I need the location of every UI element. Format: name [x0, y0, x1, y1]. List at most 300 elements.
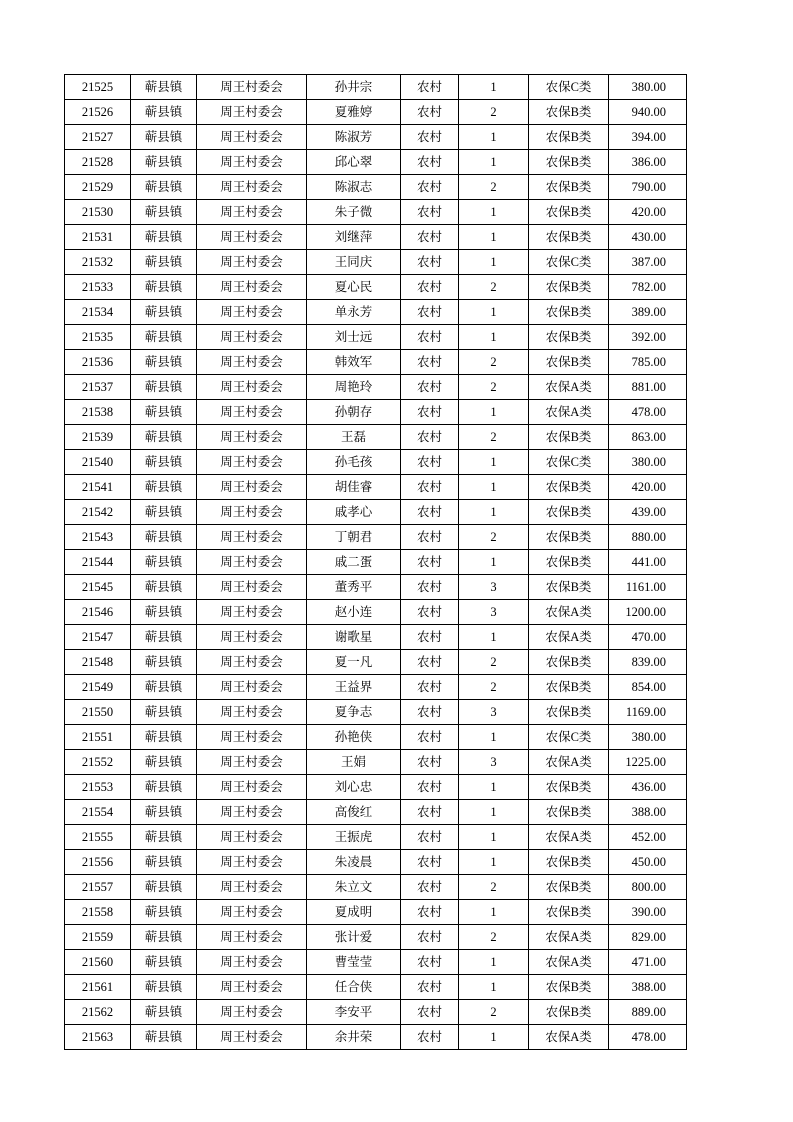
- cell-village-committee: 周王村委会: [197, 600, 307, 625]
- cell-insurance-category: 农保B类: [529, 675, 609, 700]
- table-row: [65, 425, 687, 450]
- cell-village-committee: 周王村委会: [197, 150, 307, 175]
- cell-serial-number: 21563: [65, 1025, 131, 1050]
- cell-person-name: 朱立文: [307, 875, 401, 900]
- cell-insurance-category: 农保B类: [529, 650, 609, 675]
- cell-insurance-category: 农保B类: [529, 500, 609, 525]
- cell-residence-type: 农村: [401, 850, 459, 875]
- cell-village-committee: 周王村委会: [197, 300, 307, 325]
- cell-village-committee: 周王村委会: [197, 525, 307, 550]
- cell-village-committee: 周王村委会: [197, 900, 307, 925]
- cell-person-name: 董秀平: [307, 575, 401, 600]
- cell-amount: 387.00: [609, 250, 687, 275]
- table-row: [65, 1000, 687, 1025]
- cell-household-count: 2: [459, 100, 529, 125]
- cell-village-committee: 周王村委会: [197, 850, 307, 875]
- cell-town: 蕲县镇: [131, 425, 197, 450]
- cell-village-committee: 周王村委会: [197, 100, 307, 125]
- cell-amount: 420.00: [609, 475, 687, 500]
- cell-village-committee: 周王村委会: [197, 775, 307, 800]
- cell-person-name: 孙艳侠: [307, 725, 401, 750]
- cell-village-committee: 周王村委会: [197, 975, 307, 1000]
- cell-amount: 388.00: [609, 800, 687, 825]
- cell-village-committee: 周王村委会: [197, 350, 307, 375]
- cell-household-count: 1: [459, 975, 529, 1000]
- cell-village-committee: 周王村委会: [197, 225, 307, 250]
- table-row: [65, 800, 687, 825]
- cell-town: 蕲县镇: [131, 925, 197, 950]
- cell-household-count: 1: [459, 850, 529, 875]
- table-row: [65, 500, 687, 525]
- cell-town: 蕲县镇: [131, 350, 197, 375]
- cell-insurance-category: 农保A类: [529, 600, 609, 625]
- cell-serial-number: 21526: [65, 100, 131, 125]
- cell-insurance-category: 农保B类: [529, 150, 609, 175]
- cell-serial-number: 21559: [65, 925, 131, 950]
- cell-household-count: 1: [459, 200, 529, 225]
- cell-insurance-category: 农保A类: [529, 1025, 609, 1050]
- cell-village-committee: 周王村委会: [197, 675, 307, 700]
- cell-amount: 880.00: [609, 525, 687, 550]
- cell-serial-number: 21547: [65, 625, 131, 650]
- cell-town: 蕲县镇: [131, 800, 197, 825]
- cell-village-committee: 周王村委会: [197, 375, 307, 400]
- table-row: [65, 175, 687, 200]
- cell-insurance-category: 农保B类: [529, 125, 609, 150]
- cell-insurance-category: 农保B类: [529, 975, 609, 1000]
- cell-amount: 839.00: [609, 650, 687, 675]
- cell-village-committee: 周王村委会: [197, 575, 307, 600]
- table-row: [65, 450, 687, 475]
- cell-residence-type: 农村: [401, 925, 459, 950]
- cell-amount: 1169.00: [609, 700, 687, 725]
- cell-residence-type: 农村: [401, 900, 459, 925]
- cell-insurance-category: 农保B类: [529, 275, 609, 300]
- table-row: [65, 475, 687, 500]
- cell-village-committee: 周王村委会: [197, 725, 307, 750]
- cell-town: 蕲县镇: [131, 700, 197, 725]
- cell-person-name: 陈淑芳: [307, 125, 401, 150]
- cell-household-count: 1: [459, 725, 529, 750]
- cell-village-committee: 周王村委会: [197, 800, 307, 825]
- cell-residence-type: 农村: [401, 625, 459, 650]
- cell-insurance-category: 农保B类: [529, 475, 609, 500]
- cell-town: 蕲县镇: [131, 1000, 197, 1025]
- cell-household-count: 2: [459, 275, 529, 300]
- cell-insurance-category: 农保A类: [529, 375, 609, 400]
- cell-household-count: 2: [459, 175, 529, 200]
- cell-insurance-category: 农保B类: [529, 1000, 609, 1025]
- cell-amount: 394.00: [609, 125, 687, 150]
- cell-serial-number: 21561: [65, 975, 131, 1000]
- cell-amount: 881.00: [609, 375, 687, 400]
- cell-person-name: 戚孝心: [307, 500, 401, 525]
- table-row: [65, 75, 687, 100]
- cell-serial-number: 21542: [65, 500, 131, 525]
- cell-amount: 785.00: [609, 350, 687, 375]
- table-row: [65, 225, 687, 250]
- cell-serial-number: 21533: [65, 275, 131, 300]
- cell-person-name: 任合侠: [307, 975, 401, 1000]
- cell-household-count: 2: [459, 375, 529, 400]
- cell-amount: 863.00: [609, 425, 687, 450]
- benefits-roster-table: [64, 74, 687, 1050]
- cell-household-count: 2: [459, 875, 529, 900]
- cell-person-name: 单永芳: [307, 300, 401, 325]
- cell-household-count: 1: [459, 400, 529, 425]
- cell-residence-type: 农村: [401, 225, 459, 250]
- cell-village-committee: 周王村委会: [197, 125, 307, 150]
- cell-town: 蕲县镇: [131, 75, 197, 100]
- cell-village-committee: 周王村委会: [197, 400, 307, 425]
- cell-person-name: 丁朝君: [307, 525, 401, 550]
- table-row: [65, 625, 687, 650]
- cell-amount: 829.00: [609, 925, 687, 950]
- cell-town: 蕲县镇: [131, 775, 197, 800]
- cell-serial-number: 21556: [65, 850, 131, 875]
- table-row: [65, 125, 687, 150]
- cell-person-name: 张计爱: [307, 925, 401, 950]
- cell-village-committee: 周王村委会: [197, 425, 307, 450]
- cell-person-name: 赵小连: [307, 600, 401, 625]
- cell-person-name: 周艳玲: [307, 375, 401, 400]
- table-row: [65, 150, 687, 175]
- cell-village-committee: 周王村委会: [197, 250, 307, 275]
- cell-household-count: 1: [459, 500, 529, 525]
- cell-amount: 390.00: [609, 900, 687, 925]
- table-row: [65, 825, 687, 850]
- cell-residence-type: 农村: [401, 300, 459, 325]
- cell-insurance-category: 农保B类: [529, 550, 609, 575]
- cell-serial-number: 21546: [65, 600, 131, 625]
- cell-insurance-category: 农保B类: [529, 775, 609, 800]
- cell-serial-number: 21548: [65, 650, 131, 675]
- cell-village-committee: 周王村委会: [197, 950, 307, 975]
- cell-serial-number: 21534: [65, 300, 131, 325]
- cell-person-name: 戚二蛋: [307, 550, 401, 575]
- cell-town: 蕲县镇: [131, 400, 197, 425]
- cell-serial-number: 21531: [65, 225, 131, 250]
- cell-village-committee: 周王村委会: [197, 700, 307, 725]
- cell-amount: 450.00: [609, 850, 687, 875]
- cell-residence-type: 农村: [401, 525, 459, 550]
- cell-residence-type: 农村: [401, 150, 459, 175]
- cell-town: 蕲县镇: [131, 300, 197, 325]
- cell-residence-type: 农村: [401, 450, 459, 475]
- cell-household-count: 2: [459, 425, 529, 450]
- cell-household-count: 2: [459, 925, 529, 950]
- cell-town: 蕲县镇: [131, 450, 197, 475]
- cell-household-count: 1: [459, 825, 529, 850]
- cell-household-count: 1: [459, 450, 529, 475]
- cell-town: 蕲县镇: [131, 475, 197, 500]
- cell-town: 蕲县镇: [131, 175, 197, 200]
- cell-serial-number: 21529: [65, 175, 131, 200]
- cell-person-name: 胡佳睿: [307, 475, 401, 500]
- cell-town: 蕲县镇: [131, 575, 197, 600]
- cell-household-count: 1: [459, 800, 529, 825]
- cell-insurance-category: 农保B类: [529, 525, 609, 550]
- cell-insurance-category: 农保B类: [529, 850, 609, 875]
- table-row: [65, 1025, 687, 1050]
- cell-village-committee: 周王村委会: [197, 275, 307, 300]
- cell-village-committee: 周王村委会: [197, 175, 307, 200]
- table-row: [65, 325, 687, 350]
- cell-person-name: 孙井宗: [307, 75, 401, 100]
- cell-residence-type: 农村: [401, 550, 459, 575]
- table-row: [65, 375, 687, 400]
- cell-insurance-category: 农保B类: [529, 575, 609, 600]
- cell-person-name: 朱子微: [307, 200, 401, 225]
- cell-town: 蕲县镇: [131, 675, 197, 700]
- cell-serial-number: 21525: [65, 75, 131, 100]
- cell-amount: 439.00: [609, 500, 687, 525]
- cell-town: 蕲县镇: [131, 225, 197, 250]
- cell-village-committee: 周王村委会: [197, 475, 307, 500]
- cell-person-name: 韩效军: [307, 350, 401, 375]
- table-row: [65, 550, 687, 575]
- table-row: [65, 250, 687, 275]
- cell-insurance-category: 农保B类: [529, 425, 609, 450]
- cell-residence-type: 农村: [401, 250, 459, 275]
- cell-serial-number: 21537: [65, 375, 131, 400]
- cell-town: 蕲县镇: [131, 500, 197, 525]
- table-row: [65, 725, 687, 750]
- cell-insurance-category: 农保B类: [529, 325, 609, 350]
- cell-household-count: 1: [459, 75, 529, 100]
- cell-amount: 782.00: [609, 275, 687, 300]
- table-row: [65, 975, 687, 1000]
- cell-household-count: 1: [459, 900, 529, 925]
- cell-person-name: 刘心忠: [307, 775, 401, 800]
- cell-amount: 380.00: [609, 450, 687, 475]
- cell-town: 蕲县镇: [131, 825, 197, 850]
- cell-residence-type: 农村: [401, 875, 459, 900]
- cell-residence-type: 农村: [401, 650, 459, 675]
- cell-amount: 1161.00: [609, 575, 687, 600]
- cell-amount: 800.00: [609, 875, 687, 900]
- cell-insurance-category: 农保A类: [529, 825, 609, 850]
- cell-insurance-category: 农保B类: [529, 100, 609, 125]
- cell-household-count: 3: [459, 575, 529, 600]
- cell-town: 蕲县镇: [131, 375, 197, 400]
- cell-household-count: 2: [459, 1000, 529, 1025]
- cell-town: 蕲县镇: [131, 625, 197, 650]
- cell-village-committee: 周王村委会: [197, 500, 307, 525]
- cell-person-name: 朱凌晨: [307, 850, 401, 875]
- cell-household-count: 2: [459, 650, 529, 675]
- cell-household-count: 1: [459, 250, 529, 275]
- cell-amount: 1225.00: [609, 750, 687, 775]
- cell-residence-type: 农村: [401, 1025, 459, 1050]
- cell-serial-number: 21539: [65, 425, 131, 450]
- cell-village-committee: 周王村委会: [197, 875, 307, 900]
- cell-residence-type: 农村: [401, 400, 459, 425]
- cell-person-name: 陈淑志: [307, 175, 401, 200]
- cell-amount: 430.00: [609, 225, 687, 250]
- cell-amount: 470.00: [609, 625, 687, 650]
- cell-residence-type: 农村: [401, 175, 459, 200]
- cell-insurance-category: 农保A类: [529, 950, 609, 975]
- table-row: [65, 900, 687, 925]
- cell-village-committee: 周王村委会: [197, 75, 307, 100]
- cell-residence-type: 农村: [401, 350, 459, 375]
- cell-serial-number: 21560: [65, 950, 131, 975]
- cell-household-count: 1: [459, 950, 529, 975]
- cell-household-count: 1: [459, 225, 529, 250]
- cell-amount: 441.00: [609, 550, 687, 575]
- cell-person-name: 余井荣: [307, 1025, 401, 1050]
- cell-serial-number: 21536: [65, 350, 131, 375]
- cell-household-count: 2: [459, 525, 529, 550]
- cell-amount: 790.00: [609, 175, 687, 200]
- cell-amount: 420.00: [609, 200, 687, 225]
- cell-serial-number: 21535: [65, 325, 131, 350]
- cell-amount: 380.00: [609, 75, 687, 100]
- cell-person-name: 王娟: [307, 750, 401, 775]
- cell-amount: 380.00: [609, 725, 687, 750]
- table-row: [65, 200, 687, 225]
- cell-insurance-category: 农保B类: [529, 900, 609, 925]
- cell-town: 蕲县镇: [131, 850, 197, 875]
- table-row: [65, 600, 687, 625]
- cell-residence-type: 农村: [401, 275, 459, 300]
- cell-town: 蕲县镇: [131, 100, 197, 125]
- cell-town: 蕲县镇: [131, 900, 197, 925]
- cell-person-name: 夏心民: [307, 275, 401, 300]
- cell-household-count: 1: [459, 550, 529, 575]
- cell-serial-number: 21554: [65, 800, 131, 825]
- cell-village-committee: 周王村委会: [197, 200, 307, 225]
- cell-person-name: 夏争志: [307, 700, 401, 725]
- cell-amount: 889.00: [609, 1000, 687, 1025]
- cell-insurance-category: 农保A类: [529, 925, 609, 950]
- cell-person-name: 曹莹莹: [307, 950, 401, 975]
- cell-insurance-category: 农保C类: [529, 250, 609, 275]
- cell-residence-type: 农村: [401, 725, 459, 750]
- table-row: [65, 925, 687, 950]
- cell-household-count: 3: [459, 600, 529, 625]
- cell-town: 蕲县镇: [131, 200, 197, 225]
- cell-person-name: 刘继萍: [307, 225, 401, 250]
- cell-amount: 436.00: [609, 775, 687, 800]
- cell-serial-number: 21552: [65, 750, 131, 775]
- cell-household-count: 1: [459, 150, 529, 175]
- cell-person-name: 刘士远: [307, 325, 401, 350]
- cell-residence-type: 农村: [401, 825, 459, 850]
- cell-residence-type: 农村: [401, 675, 459, 700]
- cell-village-committee: 周王村委会: [197, 750, 307, 775]
- cell-serial-number: 21545: [65, 575, 131, 600]
- cell-household-count: 1: [459, 625, 529, 650]
- cell-serial-number: 21544: [65, 550, 131, 575]
- cell-residence-type: 农村: [401, 975, 459, 1000]
- table-row: [65, 525, 687, 550]
- cell-town: 蕲县镇: [131, 725, 197, 750]
- cell-household-count: 2: [459, 350, 529, 375]
- cell-residence-type: 农村: [401, 950, 459, 975]
- cell-residence-type: 农村: [401, 100, 459, 125]
- cell-residence-type: 农村: [401, 325, 459, 350]
- cell-town: 蕲县镇: [131, 125, 197, 150]
- cell-insurance-category: 农保B类: [529, 875, 609, 900]
- cell-serial-number: 21555: [65, 825, 131, 850]
- cell-serial-number: 21541: [65, 475, 131, 500]
- table-row: [65, 950, 687, 975]
- cell-residence-type: 农村: [401, 575, 459, 600]
- cell-serial-number: 21553: [65, 775, 131, 800]
- cell-residence-type: 农村: [401, 1000, 459, 1025]
- table-row: [65, 850, 687, 875]
- cell-residence-type: 农村: [401, 475, 459, 500]
- cell-town: 蕲县镇: [131, 875, 197, 900]
- cell-town: 蕲县镇: [131, 975, 197, 1000]
- cell-person-name: 王益界: [307, 675, 401, 700]
- table-row: [65, 650, 687, 675]
- cell-village-committee: 周王村委会: [197, 325, 307, 350]
- cell-insurance-category: 农保A类: [529, 750, 609, 775]
- cell-serial-number: 21543: [65, 525, 131, 550]
- cell-residence-type: 农村: [401, 700, 459, 725]
- cell-village-committee: 周王村委会: [197, 550, 307, 575]
- cell-insurance-category: 农保C类: [529, 725, 609, 750]
- cell-town: 蕲县镇: [131, 275, 197, 300]
- table-row: [65, 575, 687, 600]
- cell-person-name: 谢歌星: [307, 625, 401, 650]
- cell-town: 蕲县镇: [131, 325, 197, 350]
- cell-insurance-category: 农保B类: [529, 200, 609, 225]
- cell-insurance-category: 农保B类: [529, 800, 609, 825]
- cell-serial-number: 21538: [65, 400, 131, 425]
- cell-amount: 392.00: [609, 325, 687, 350]
- cell-household-count: 1: [459, 775, 529, 800]
- cell-household-count: 1: [459, 475, 529, 500]
- cell-serial-number: 21551: [65, 725, 131, 750]
- cell-amount: 1200.00: [609, 600, 687, 625]
- cell-residence-type: 农村: [401, 750, 459, 775]
- cell-residence-type: 农村: [401, 125, 459, 150]
- cell-village-committee: 周王村委会: [197, 1000, 307, 1025]
- cell-person-name: 夏一凡: [307, 650, 401, 675]
- table-row: [65, 700, 687, 725]
- cell-person-name: 王振虎: [307, 825, 401, 850]
- cell-person-name: 孙毛孩: [307, 450, 401, 475]
- cell-household-count: 1: [459, 125, 529, 150]
- cell-amount: 478.00: [609, 1025, 687, 1050]
- cell-serial-number: 21557: [65, 875, 131, 900]
- cell-residence-type: 农村: [401, 425, 459, 450]
- cell-residence-type: 农村: [401, 800, 459, 825]
- cell-household-count: 3: [459, 700, 529, 725]
- table-row: [65, 100, 687, 125]
- cell-residence-type: 农村: [401, 200, 459, 225]
- cell-insurance-category: 农保B类: [529, 350, 609, 375]
- cell-insurance-category: 农保B类: [529, 700, 609, 725]
- cell-amount: 452.00: [609, 825, 687, 850]
- cell-residence-type: 农村: [401, 600, 459, 625]
- cell-person-name: 王同庆: [307, 250, 401, 275]
- cell-amount: 478.00: [609, 400, 687, 425]
- cell-insurance-category: 农保A类: [529, 625, 609, 650]
- cell-town: 蕲县镇: [131, 150, 197, 175]
- cell-residence-type: 农村: [401, 500, 459, 525]
- cell-person-name: 王磊: [307, 425, 401, 450]
- table-body: [65, 75, 687, 1050]
- cell-residence-type: 农村: [401, 375, 459, 400]
- table-row: [65, 675, 687, 700]
- cell-household-count: 1: [459, 1025, 529, 1050]
- cell-amount: 471.00: [609, 950, 687, 975]
